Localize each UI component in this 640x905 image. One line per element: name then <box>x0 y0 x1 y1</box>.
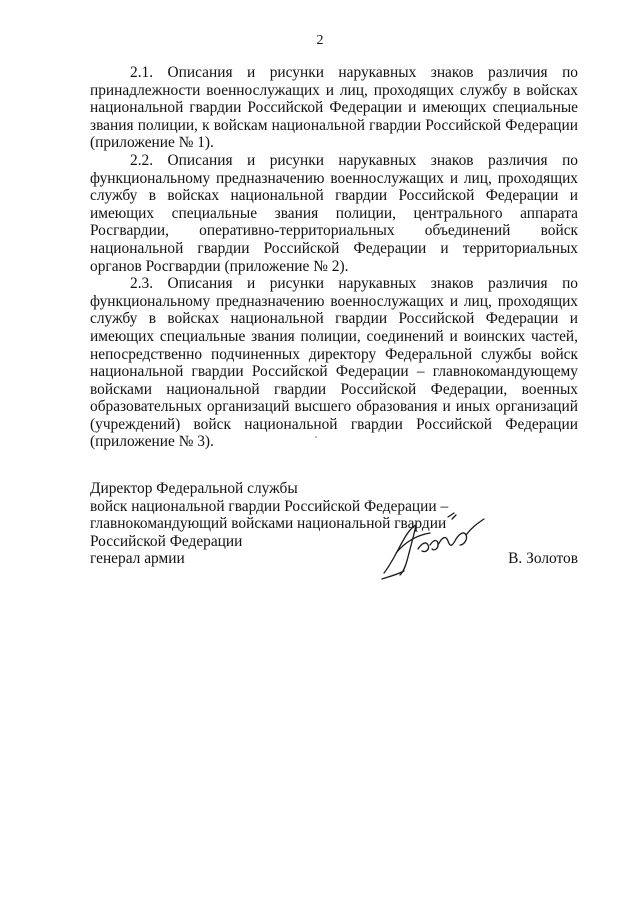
signature-block <box>90 480 580 568</box>
signer-position-line-4: Российской Федерации <box>90 532 243 550</box>
signer-position-line-2: войск национальной гвардии Российской Федерации – <box>90 497 449 515</box>
signer-rank-row <box>90 550 580 568</box>
paragraph-2-1: 2.1. Описания и рисунки нарукавных знаков различия по принадлежности военнослужащих и лиц, проходящих службу в войсках национальной гвардии Российской Федерации и имеющих специальные звания полиции, к войскам национальной гвардии Российской Федерации (приложение № 1). <box>90 64 578 152</box>
signer-position-line-1: Директор Федеральной службы <box>90 480 298 497</box>
document-body <box>90 64 578 451</box>
signer-position-line-3: главнокомандующий войсками национальной гвардии <box>90 515 447 533</box>
paragraph-2-2: 2.2. Описания и рисунки нарукавных знаков различия по функциональному предназначению военнослужащих и лиц, проходящих службу в войсках национальной гвардии Российской Федерации и имеющих специальные звания полиции, центрального аппарата Росгвардии, оперативно-территориальных объединений войск национальной гвардии Российской Федерации и территориальных органов Росгвардии (приложение № 2). <box>90 151 578 275</box>
handwritten-signature <box>378 505 488 585</box>
scan-speck <box>315 436 317 438</box>
page-number: 2 <box>316 33 324 48</box>
signer-rank: генерал армии <box>90 550 185 568</box>
paragraph-2-3: 2.3. Описания и рисунки нарукавных знаков различия по функциональному предназначению военнослужащих и лиц, проходящих службу в войсках национальной гвардии Российской Федерации и имеющих специальные звания полиции, соединений и воинских частей, непосредственно подчиненных директору Федеральной службы войск национальной гвардии Российской Федерации – главнокомандующему войсками национальной гвардии Российской Федерации, военных образовательных организаций высшего образования и иных организаций (учреждений) войск национальной гвардии Российской Федерации (приложение № 3). <box>90 275 578 451</box>
signer-name: В. Золотов <box>508 550 578 568</box>
